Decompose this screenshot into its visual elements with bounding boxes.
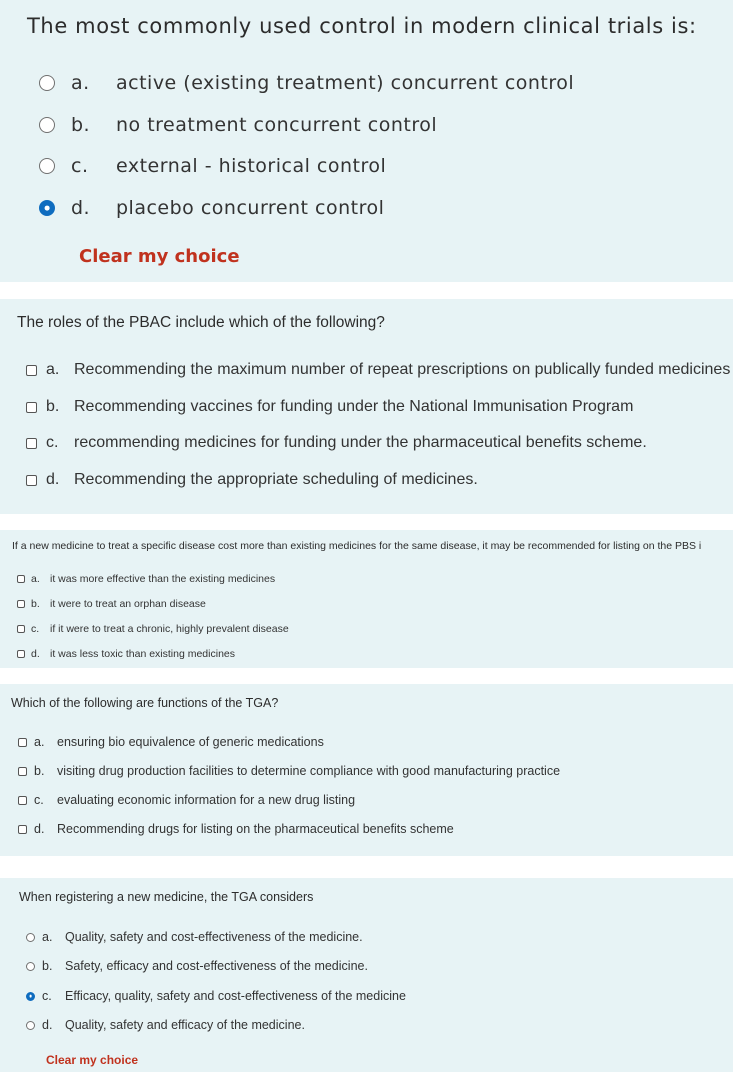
option-d[interactable] [26, 471, 478, 489]
radio-button-selected[interactable] [39, 200, 55, 216]
question-block-2 [0, 299, 733, 514]
option-label: Quality, safety and cost-effectiveness of the medicine. [65, 930, 363, 944]
question-text: If a new medicine to treat a specific disease cost more than existing medicines for the same disease, it may be recommended for listing on the PBS i [12, 540, 702, 552]
option-c[interactable] [17, 623, 289, 635]
option-d[interactable] [39, 197, 384, 219]
option-b[interactable] [26, 398, 633, 416]
option-label: evaluating economic information for a new drug listing [57, 793, 356, 807]
checkbox[interactable] [17, 600, 25, 608]
option-letter: b. [71, 114, 91, 136]
option-letter: c. [46, 434, 59, 451]
checkbox[interactable] [17, 650, 25, 658]
option-letter: a. [71, 72, 90, 94]
question-block-1 [0, 0, 733, 282]
option-c[interactable] [26, 434, 647, 452]
option-label: if it were to treat a chronic, highly prevalent disease [50, 623, 289, 635]
option-label: no treatment concurrent control [116, 114, 438, 136]
option-a[interactable] [26, 361, 730, 379]
checkbox[interactable] [18, 738, 27, 747]
option-label: external - historical control [116, 155, 387, 177]
option-label: visiting drug production facilities to determine compliance with good manufacturing practice [57, 764, 561, 778]
option-a[interactable] [26, 930, 363, 944]
option-b[interactable] [26, 959, 368, 973]
checkbox[interactable] [17, 625, 25, 633]
option-label: Recommending the appropriate scheduling of medicines. [74, 471, 478, 488]
option-letter: c. [31, 623, 40, 635]
option-letter: c. [71, 155, 89, 177]
option-label: it was less toxic than existing medicines [50, 648, 235, 660]
option-label: ensuring bio equivalence of generic medications [57, 735, 324, 749]
option-letter: a. [42, 930, 53, 944]
option-letter: d. [46, 471, 60, 488]
radio-button[interactable] [39, 117, 55, 133]
checkbox[interactable] [26, 365, 37, 376]
option-letter: b. [46, 398, 60, 415]
clear-choice-link[interactable]: Clear my choice [46, 1053, 139, 1067]
option-label: Quality, safety and efficacy of the medicine. [65, 1018, 305, 1032]
option-label: placebo concurrent control [116, 197, 385, 219]
option-c[interactable] [18, 793, 355, 807]
checkbox[interactable] [26, 438, 37, 449]
radio-button[interactable] [26, 962, 35, 971]
question-block-5 [0, 878, 733, 1072]
option-letter: b. [34, 764, 45, 778]
option-letter: c. [34, 793, 44, 807]
checkbox[interactable] [17, 575, 25, 583]
option-letter: d. [31, 648, 40, 660]
option-label: active (existing treatment) concurrent control [116, 72, 575, 94]
option-d[interactable] [18, 822, 454, 836]
radio-button[interactable] [39, 75, 55, 91]
radio-button[interactable] [39, 158, 55, 174]
option-label: Efficacy, quality, safety and cost-effectiveness of the medicine [65, 989, 406, 1003]
option-label: Safety, efficacy and cost-effectiveness of the medicine. [65, 959, 368, 973]
option-b[interactable] [18, 764, 560, 778]
option-a[interactable] [39, 72, 574, 94]
option-letter: c. [42, 989, 52, 1003]
clear-choice-link[interactable]: Clear my choice [79, 246, 240, 267]
option-label: Recommending drugs for listing on the pharmaceutical benefits scheme [57, 822, 454, 836]
option-label: it was more effective than the existing medicines [50, 573, 276, 585]
option-label: Recommending vaccines for funding under the National Immunisation Program [74, 398, 634, 415]
question-text: When registering a new medicine, the TGA considers [19, 890, 314, 904]
option-a[interactable] [17, 573, 275, 585]
option-label: recommending medicines for funding under the pharmaceutical benefits scheme. [74, 434, 647, 451]
option-c[interactable] [39, 155, 386, 177]
option-letter: a. [31, 573, 40, 585]
question-text: Which of the following are functions of the TGA? [11, 696, 279, 710]
option-b[interactable] [17, 598, 206, 610]
checkbox[interactable] [26, 402, 37, 413]
option-b[interactable] [39, 114, 437, 136]
question-text: The roles of the PBAC include which of the following? [17, 314, 385, 331]
question-text: The most commonly used control in modern clinical trials is: [27, 14, 697, 38]
question-block-3 [0, 530, 733, 668]
option-letter: d. [71, 197, 91, 219]
option-label: Recommending the maximum number of repeat prescriptions on publically funded medicines [74, 361, 731, 378]
checkbox[interactable] [18, 796, 27, 805]
checkbox[interactable] [18, 825, 27, 834]
option-letter: a. [34, 735, 45, 749]
option-d[interactable] [26, 1018, 305, 1032]
checkbox[interactable] [18, 767, 27, 776]
radio-button-selected[interactable] [26, 992, 35, 1001]
option-c[interactable] [26, 989, 406, 1003]
option-d[interactable] [17, 648, 235, 660]
option-letter: b. [31, 598, 40, 610]
radio-button[interactable] [26, 1021, 35, 1030]
question-block-4 [0, 684, 733, 856]
option-letter: b. [42, 959, 53, 973]
option-label: it were to treat an orphan disease [50, 598, 206, 610]
option-letter: d. [42, 1018, 53, 1032]
option-letter: d. [34, 822, 45, 836]
option-a[interactable] [18, 735, 324, 749]
radio-button[interactable] [26, 933, 35, 942]
checkbox[interactable] [26, 475, 37, 486]
option-letter: a. [46, 361, 60, 378]
